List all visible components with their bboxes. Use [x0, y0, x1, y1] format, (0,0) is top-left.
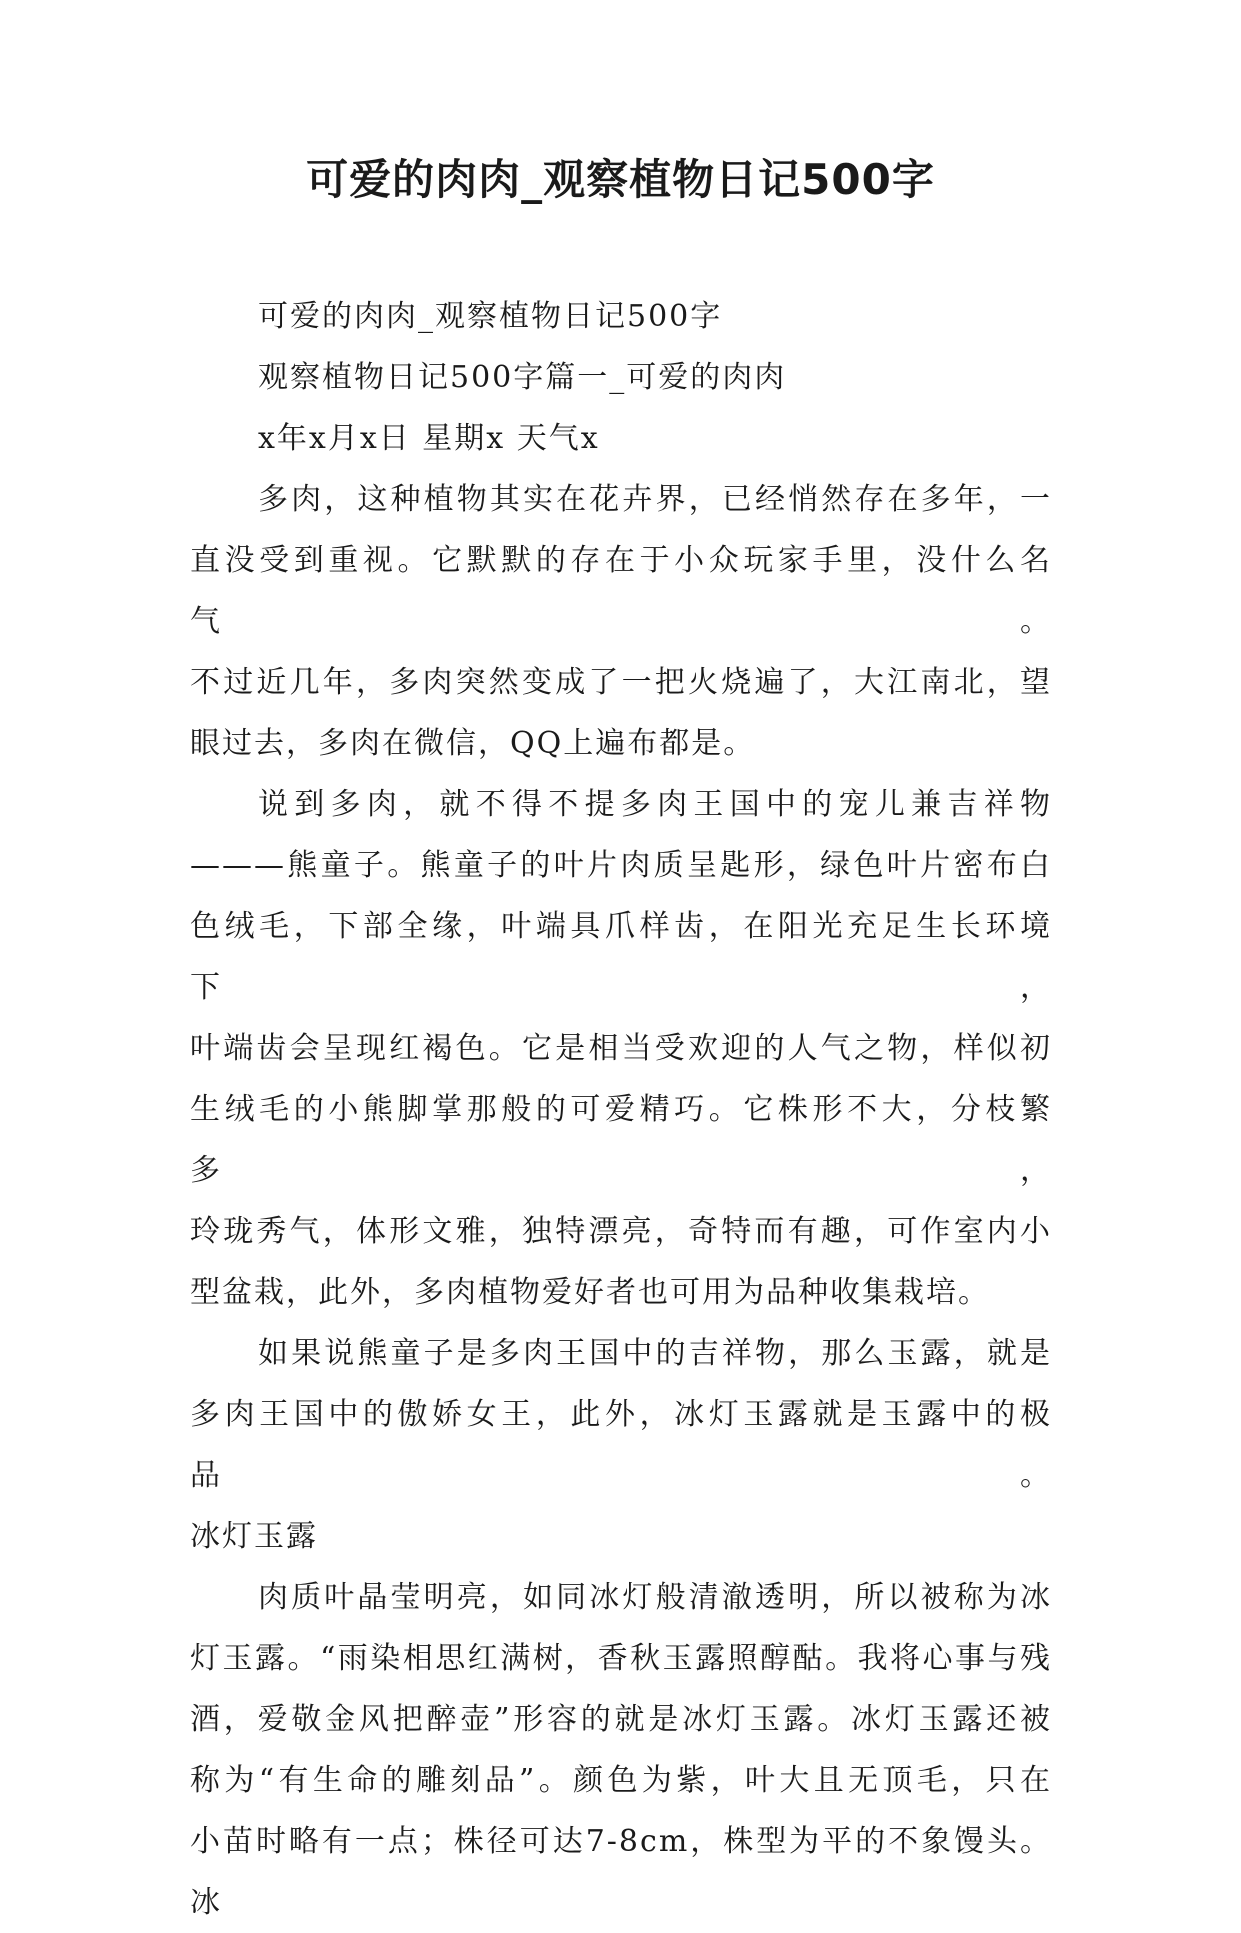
text-line: 直没受到重视。它默默的存在于小众玩家手里，没什么名气。 [190, 543, 1052, 639]
text-line: 肉质叶晶莹明亮，如同冰灯般清澈透明，所以被称为冰 [258, 1580, 1052, 1615]
text-line: 多肉王国中的傲娇女王，此外，冰灯玉露就是玉露中的极品。 [190, 1397, 1052, 1493]
text-line: ———熊童子。熊童子的叶片肉质呈匙形，绿色叶片密布白 [190, 848, 1052, 883]
text-line: x年x月x日 星期x 天气x [258, 421, 600, 456]
text-line: 生绒毛的小熊脚掌那般的可爱精巧。它株形不大，分枝繁多， [190, 1092, 1052, 1188]
text-line: 可爱的肉肉_观察植物日记500字 [258, 299, 723, 334]
text-line: 多肉，这种植物其实在花卉界，已经悄然存在多年，一 [258, 482, 1052, 517]
text-line: 称为“有生命的雕刻品”。颜色为紫，叶大且无顶毛，只在 [190, 1763, 1052, 1798]
text-line: 叶端齿会呈现红褐色。它是相当受欢迎的人气之物，样似初 [190, 1031, 1052, 1066]
text-line: 冰灯玉露 [190, 1519, 318, 1554]
text-line: 不过近几年，多肉突然变成了一把火烧遍了，大江南北，望 [190, 665, 1052, 700]
text-line: 说到多肉，就不得不提多肉王国中的宠儿兼吉祥物 [258, 787, 1052, 822]
text-line: 如果说熊童子是多肉王国中的吉祥物，那么玉露，就是 [258, 1336, 1052, 1371]
text-line: 小苗时略有一点；株径可达7-8cm，株型为平的不象馒头。冰 [190, 1824, 1052, 1920]
text-line: 灯玉露。“雨染相思红满树，香秋玉露照醇酤。我将心事与残 [190, 1641, 1052, 1676]
text-line: 型盆栽，此外，多肉植物爱好者也可用为品种收集栽培。 [190, 1275, 990, 1310]
text-line: 观察植物日记500字篇一_可爱的肉肉 [258, 360, 787, 395]
text-line: 酒，爱敬金风把醉壶”形容的就是冰灯玉露。冰灯玉露还被 [190, 1702, 1052, 1737]
text-line: 色绒毛，下部全缘，叶端具爪样齿，在阳光充足生长环境下， [190, 909, 1052, 1005]
document-body [190, 286, 1052, 1933]
document-title: 可爱的肉肉_观察植物日记500字 [306, 155, 935, 204]
text-line: 眼过去，多肉在微信，QQ上遍布都是。 [190, 726, 756, 761]
text-line: 玲珑秀气，体形文雅，独特漂亮，奇特而有趣，可作室内小 [190, 1214, 1052, 1249]
